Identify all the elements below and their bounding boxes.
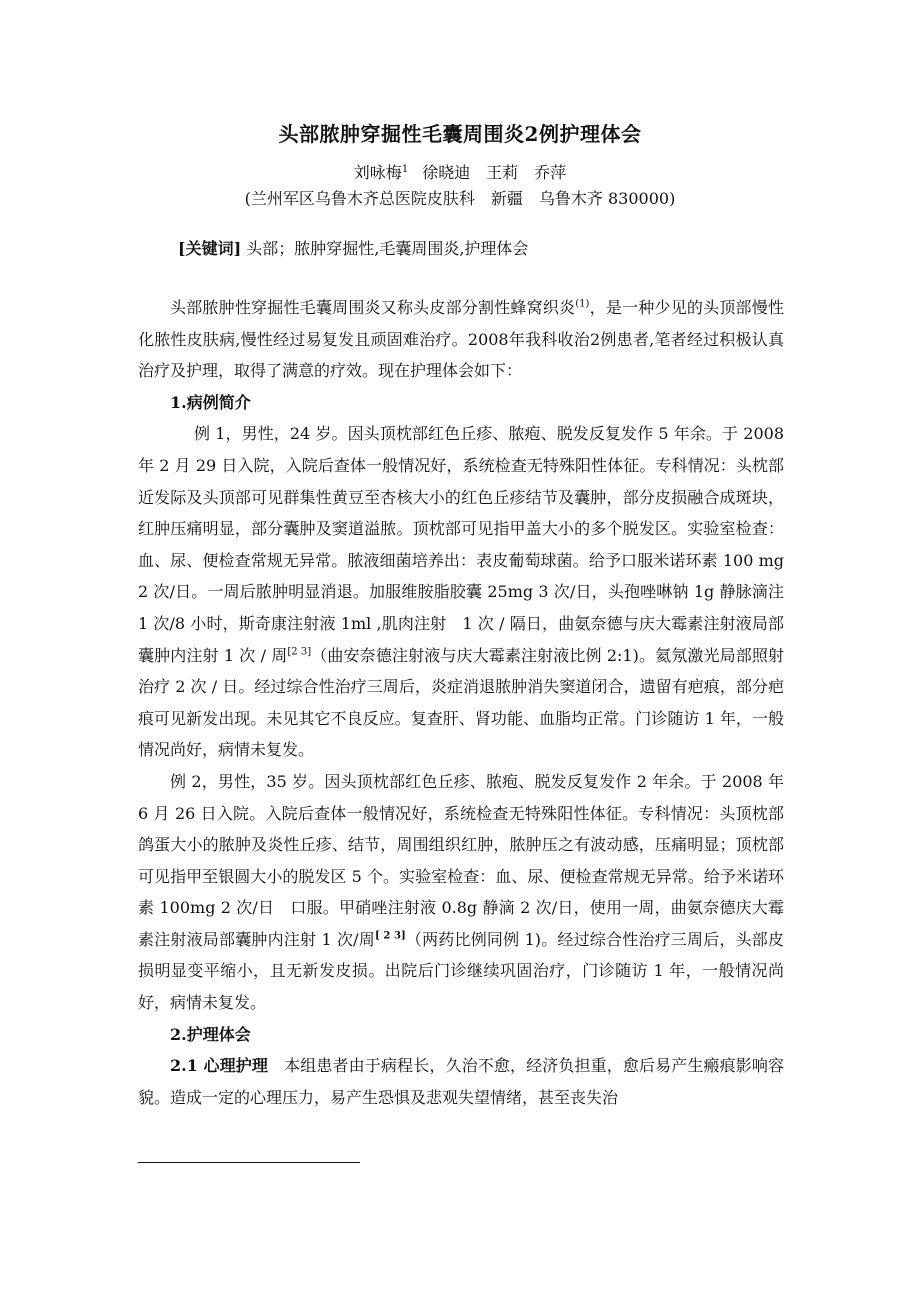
section-heading-2: 2.护理体会 — [170, 1024, 251, 1044]
citation-ref: [ 2 3] — [374, 930, 406, 942]
subsection-heading: 2.1 心理护理 — [170, 1056, 269, 1076]
first-author: 刘咏梅 — [353, 163, 402, 182]
keywords — [178, 236, 528, 259]
author-footnote-mark: 1 — [401, 163, 409, 175]
section-heading-1: 1.病例简介 — [170, 392, 251, 412]
section-2-1-paragraph — [138, 1050, 784, 1113]
other-authors: 徐晓迪 王莉 乔萍 — [422, 163, 567, 182]
affiliation: (兰州军区乌鲁木齐总医院皮肤科 新疆 乌鲁木齐 830000) — [244, 189, 676, 208]
footnote-rule — [138, 1162, 360, 1163]
case1-text-cont: （曲安奈德注射液与庆大霉素注射液比例 2:1)。氦氖激光局部照射治疗 2 次 / 日。经过综合性治疗三周后，炎症消退脓肿消失窦道闭合，遗留有疤痕，部分疤痕可见新发出现。未见其它不良反应。复查肝、肾功能、血脂均正常。门诊随访 1 年，一般情况尚好，病情未复发。 — [138, 645, 784, 760]
intro-text: 头部脓肿性穿掘性毛囊周围炎又称头皮部分割性蜂窝织炎 — [170, 298, 576, 317]
intro-text-cont: ，是一种少见的头顶部慢性化脓性皮肤病,慢性经过易复发且顽固难治疗。2008年我科收治2例患者,笔者经过积极认真治疗及护理，取得了满意的疗效。现在护理体会如下： — [138, 298, 784, 381]
keywords-text: 头部；脓肿穿掘性,毛囊周围炎,护理体会 — [241, 239, 529, 258]
case2-paragraph — [138, 766, 784, 1019]
paper-title: 头部脓肿穿掘性毛囊周围炎2例护理体会 — [278, 122, 642, 146]
author-line — [0, 160, 920, 183]
section-2-1-text: 本组患者由于病程长，久治不愈，经济负担重，愈后易产生瘢痕影响容貌。造成一定的心理压力，易产生恐惧及悲观失望情绪，甚至丧失治 — [138, 1056, 784, 1107]
citation-ref: (1) — [575, 298, 590, 310]
intro-paragraph — [138, 292, 784, 387]
case1-paragraph — [138, 418, 784, 766]
keywords-label: [关键词] — [178, 239, 242, 258]
case1-text: 例 1，男性，24 岁。因头顶枕部红色丘疹、脓疱、脱发反复发作 5 年余。于 2008 年 2 月 29 日入院，入院后查体一般情况好，系统检查无特殊阳性体征。专科情况：头枕部近发际及头顶部可见群集性黄豆至杏核大小的红色丘疹结节及囊肿，部分皮损融合成斑块，红肿压痛明显，部分囊肿及窦道溢脓。顶枕部可见指甲盖大小的多个脱发区。实验室检查：血、尿、便检查常规无异常。脓液细菌培养出：表皮葡萄球菌。给予口服米诺环素 100 mg 2 次/日。一周后脓肿明显消退。加服维胺脂胶囊 25mg 3 次/日，头孢唑啉钠 1g 静脉滴注 1 次/8 小时，斯奇康注射液 1ml ,肌肉注射 1 次 / 隔日，曲氨奈德与庆大霉素注射液局部囊肿内注射 1 次 / 周 — [138, 424, 784, 665]
article-body — [138, 292, 784, 1113]
case2-text-cont: （两药比例同例 1)。经过综合性治疗三周后，头部皮损明显变平缩小，且无新发皮损。出院后门诊继续巩固治疗，门诊随访 1 年，一般情况尚好，病情未复发。 — [138, 929, 785, 1013]
citation-ref: [2 3] — [287, 646, 312, 658]
case2-text: 例 2，男性，35 岁。因头顶枕部红色丘疹、脓疱、脱发反复发作 2 年余。于 2008 年 6 月 26 日入院。入院后查体一般情况好，系统检查无特殊阳性体征。专科情况：头顶枕部鸽蛋大小的脓肿及炎性丘疹、结节，周围组织红肿，脓肿压之有波动感，压痛明显；顶枕部可见指甲至银圆大小的脱发区 5 个。实验室检查：血、尿、便检查常规无异常。给予米诺环素 100mg 2 次/日 口服。甲硝唑注射液 0.8g 静滴 2 次/日，使用一周，曲氨奈德庆大霉素注射液局部囊肿内注射 1 次/周 — [138, 771, 784, 949]
